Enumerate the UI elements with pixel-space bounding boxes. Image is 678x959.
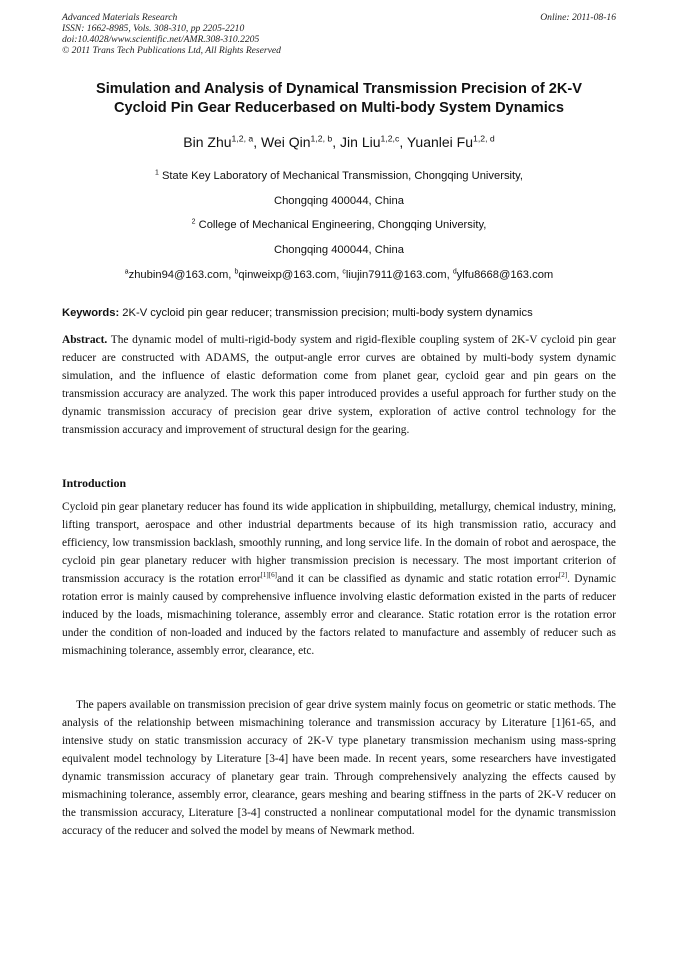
abstract (62, 331, 616, 439)
email[interactable]: $^d$ylfu8668@163.com (452, 268, 554, 281)
title-line-2: Cycloid Pin Gear Reducerbased on Multi-body System Dynamics (113, 100, 565, 116)
author: Yuanlei Fu$^{1,2, d}$ (406, 133, 495, 150)
keywords (62, 306, 616, 320)
section-heading-introduction: Introduction (62, 476, 127, 490)
intro-paragraph-1: Cycloid pin gear planetary reducer has found its wide application in shipbuilding, metallurgy, chemical industry, mining, lifting transport, aerospace and other industrial departments because of its high transmission ratio, accuracy and efficiency, low transmission backlash, smoothly running, and long service life. In the domain of robot and aerospace, the cycloid pin gear planetary reducer with higher transmission precision is necessary. The most important criterion of transmission accuracy is the rotation error[1][6]and it can be classified as dynamic and static rotation error[2]. Dynamic rotation error is mainly caused by comprehensive influence involving elastic deformation existed in the parts of reducer induced by the loads, mismachining tolerance, assembly error and clearance. Static rotation error is the rotation error under the condition of non-loaded and induced by the factors related to manufacture and assembly of reducer such as mismachining tolerance, assembly error, clearance, etc. (62, 501, 616, 657)
keywords-label: Keywords: (62, 307, 120, 319)
intro-paragraph-2: The papers available on transmission precision of gear drive system mainly focus on geometric or static methods. The analysis of the relationship between mismachining tolerance and transmission accuracy by Literature [1]61-65, and intensive study on static transmission accuracy of 2K-V type planetary transmission mechanism using mass-spring equivalent model technology by Literature [3-4] have been made. In recent years, some researchers have investigated dynamic transmission accuracy of planetary gear train. Through comprehensively analyzing the effects caused by mismachining tolerance, assembly error, clearance, gears meshing and bearing stiffness in the parts of 2K-V reducer on the transmission accuracy, Literature [3-4] constructed a nonlinear computational model for the dynamic transmission accuracy of the reducer and solved the model by means of Newmark method. (62, 699, 616, 837)
keywords-text: 2K-V cycloid pin gear reducer; transmission precision; multi-body system dynamics (119, 307, 533, 319)
paper-title (40, 80, 638, 118)
issn-line: ISSN: 1662-8985, Vols. 308-310, pp 2205-2210 (62, 23, 245, 34)
abstract-label: Abstract. (62, 334, 108, 346)
abstract-text: The dynamic model of multi-rigid-body system and rigid-flexible coupling system of 2K-V cycloid pin gear reducer are constructed with ADAMS, the output-angle error curves are obtained by multi-body system dynamic simulation, and the influence of elastic deformation come from planet gear, cycloid gear and pin gears on the transmission accuracy are analyzed. The work this paper introduced provides a useful approach for further study on the dynamic transmission accuracy of precision gear drive system, exploration of active control technology for the transmission accuracy and improvement of structural design for the gearing. (62, 334, 616, 436)
author: Wei Qin$^{1,2, b}$, (261, 133, 341, 150)
author-list (40, 133, 638, 151)
journal-name: Advanced Materials Research (62, 12, 178, 23)
affiliation-1-line-1: $^1$ State Key Laboratory of Mechanical Transmission, Chongqing University, (154, 169, 524, 182)
author-emails: $^a$zhubin94@163.com, $^b$qinweixp@163.com, $^c$liujin7911@163.com, $^d$ylfu8668@163.com (124, 268, 554, 281)
online-date: Online: 2011-08-16 (540, 12, 616, 23)
journal-header (62, 12, 616, 56)
affiliation-2-line-2: Chongqing 400044, China (273, 244, 404, 256)
author: Bin Zhu$^{1,2, a}$, (183, 133, 261, 150)
email[interactable]: $^b$qinweixp@163.com (234, 268, 337, 281)
doi-line[interactable]: doi:10.4028/www.scientific.net/AMR.308-310.2205 (62, 34, 260, 45)
affiliation-1-line-2: Chongqing 400044, China (273, 195, 404, 207)
email[interactable]: $^a$zhubin94@163.com (124, 268, 229, 281)
copyright-line: © 2011 Trans Tech Publications Ltd, All Rights Reserved (62, 45, 281, 56)
title-line-1: Simulation and Analysis of Dynamical Transmission Precision of 2K-V (95, 81, 583, 97)
email[interactable]: $^c$liujin7911@163.com (342, 268, 447, 281)
citation: [2] (558, 571, 568, 580)
affiliation-2-line-1: $^2$ College of Mechanical Engineering, Chongqing University, (191, 218, 487, 231)
author: Jin Liu$^{1,2,c}$, (340, 133, 407, 150)
citation: [1][6] (260, 571, 277, 580)
